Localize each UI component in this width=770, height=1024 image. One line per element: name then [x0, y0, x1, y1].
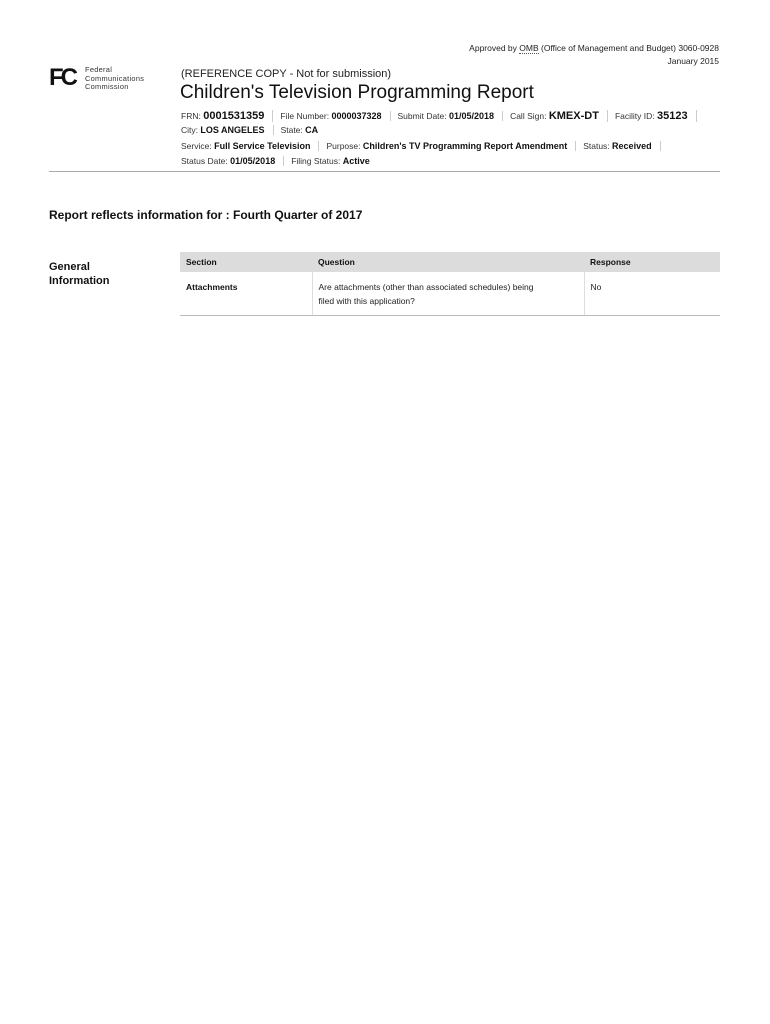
call-sign-field: Call Sign: KMEX-DT	[510, 110, 608, 122]
table-header-row	[180, 252, 720, 272]
table-row	[180, 272, 720, 316]
state-field: State: CA	[280, 125, 319, 135]
filing-info-row-1	[181, 110, 704, 122]
purpose-field: Purpose: Children's TV Programming Report Amendment	[326, 141, 576, 151]
report-period-heading: Report reflects information for : Fourth Quarter of 2017	[49, 208, 363, 222]
facility-id-field: Facility ID: 35123	[615, 110, 697, 122]
column-header-section: Section	[180, 252, 312, 272]
status-date-field: Status Date: 01/05/2018	[181, 156, 284, 166]
file-number-field: File Number: 0000037328	[280, 111, 390, 121]
fcc-logo	[49, 66, 159, 92]
filing-info-row-3	[181, 141, 668, 151]
column-header-response: Response	[584, 252, 720, 272]
filing-info-row-2	[181, 125, 333, 135]
question-cell: Are attachments (other than associated schedules) being filed with this application?	[312, 272, 584, 316]
omb-approval-notice	[469, 42, 719, 68]
header-divider	[49, 171, 720, 172]
approval-line: Approved by OMB (Office of Management and Budget) 3060-0928	[469, 43, 719, 53]
page-title: Children's Television Programming Report	[180, 82, 534, 103]
section-cell: Attachments	[180, 272, 312, 316]
service-field: Service: Full Service Television	[181, 141, 319, 151]
omb-abbreviation: OMB	[519, 43, 539, 53]
response-cell: No	[584, 272, 720, 316]
reference-copy-note: (REFERENCE COPY - Not for submission)	[181, 68, 392, 80]
submit-date-field: Submit Date: 01/05/2018	[398, 111, 504, 121]
filing-status-field: Filing Status: Active	[291, 156, 370, 166]
approval-date: January 2015	[667, 56, 719, 66]
city-field: City: LOS ANGELES	[181, 125, 274, 135]
status-field: Status: Received	[583, 141, 660, 151]
fcc-logo-mark: FC	[49, 64, 75, 91]
general-information-table	[180, 252, 720, 316]
filing-info-row-4	[181, 156, 385, 166]
agency-name: Federal Communications Commission	[85, 65, 145, 92]
frn-field: FRN: 0001531359	[181, 110, 273, 122]
general-information-heading: General Information	[49, 261, 110, 287]
column-header-question: Question	[312, 252, 584, 272]
